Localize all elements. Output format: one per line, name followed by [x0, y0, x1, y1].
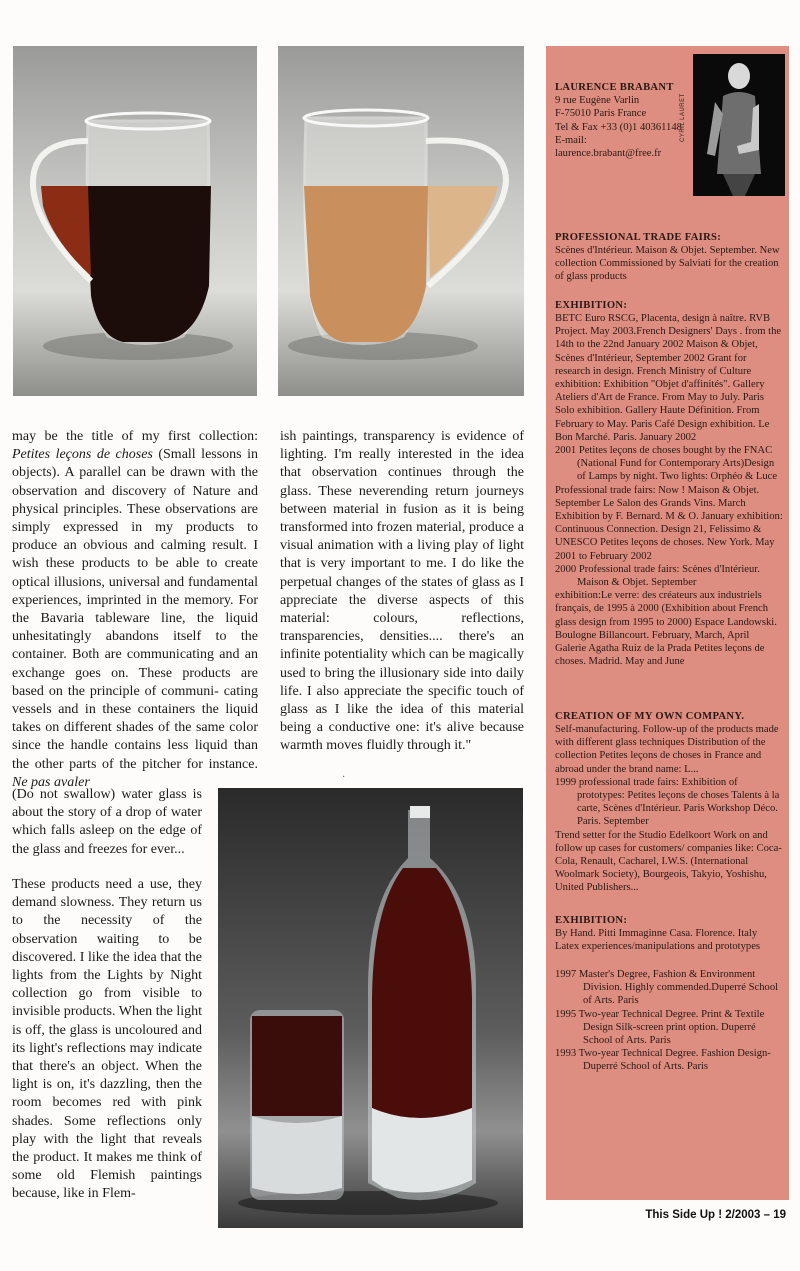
article-column-2	[280, 428, 524, 756]
education-item: 1995 Two-year Technical Degree. Print & Textile Design Silk-screen print option. Duperré School of Arts. Paris	[555, 1008, 765, 1047]
exhibition-item: exhibition:Le verre: des créateurs aux industriels français, de 1995 à 2000 (Exhibition about French glass design from 1995 to 2000) Espace Landowski. Boulogne Billancourt. February, March, April Galerie Agatha Ruiz de la Prada Petites leçons de choses. Madrid. May and June	[555, 590, 777, 668]
exhibition-text-2	[555, 927, 783, 953]
mug-amber-illustration	[278, 46, 524, 396]
company-item: 1999 professional trade fairs: Exhibition of prototypes: Petites leçons de choses Talents à la carte, Scènes d'Intérieur. Paris Workshop Déco. Paris. September	[555, 776, 780, 828]
exhibition-item: 2001 Petites leçons de choses bought by the FNAC (National Fund for Contemporary Arts)Design of Lamps by night. Two lights: Orphéo & Luce	[555, 445, 778, 483]
glass-bottle-illustration	[218, 788, 523, 1228]
article-text: ish paintings, transparency is evidence of lighting. I'm really interested in the idea that observation continues through the glass. These neverending return journeys between material in fusion as it is being transformed into frozen material, produce a visual animation with a living play of light that is very important to me. I do like the perpetual changes of the states of glass as I appreciate the diverse aspects of this material: colours, reflections, transparencies, densities.... there's an infinite potentiality which can be magically used to bring the illusionary side into daily life. I also appreciate the specific touch of glass as I like the idea of this material being a conductive one: it's alive because warmth moves fluidly through it."	[280, 429, 524, 754]
mug-dark-illustration	[13, 46, 257, 396]
portrait-illustration	[693, 54, 785, 196]
photo-mug-amber-liquid	[278, 46, 524, 396]
company-text	[555, 723, 783, 895]
designer-name: LAURENCE BRABANT	[555, 82, 674, 93]
company-item: Self-manufacturing. Follow-up of the products made with different glass techniques Distribution of the collection Petites leçons de choses in France and abroad under the brand name: L...	[555, 724, 779, 775]
product-name: Ne pas avaler	[12, 774, 90, 790]
contact-block	[555, 81, 687, 160]
article-column-1-narrow	[12, 786, 202, 859]
exhibition-item: Professional trade fairs: Now ! Maison & Objet. September Le Salon des Grands Vins. March Exhibition by F. Bernard. M & O. January exhibition: Continuous Connection. Design 21, Felissimo & UNESCO Petites leçons de choses. New York. May 2001 to February 2002	[555, 484, 783, 562]
article-text: These products need a use, they demand slowness. They return us to the necessity of the observation waiting to be discovered. I like the idea that the lights from the Lights by Night collection go from visible to invisible products. When the light is off, the glass is uncoloured and its light's reflections may indicate that there's an object. When the light is on, it's dazzling, then the room becomes red with pink shades. Some reflections only play with the light that reveals the product. It makes me think of some old Flemish paintings because, like in Flem-	[12, 877, 202, 1202]
designer-portrait	[693, 54, 785, 196]
article-text: may be the title of my first collection:	[12, 429, 258, 444]
exhibition-item: BETC Euro RSCG, Placenta, design à naître. RVB Project. May 2003.French Designers' Days . from the 14th to the 22nd January 2002 Maison & Objet, Scènes d'Intérieur, September 2002 Grant for research in design. French Ministry of Culture exhibition: Exhibition "Objet d'affinités". Gallery Ateliers d'Art de France. From May to July. Paris Solo exhibition. Gallery Haute Définition. From February to May. Paris Café Design exhibition. Le Bon Marché. Paris. January 2002	[555, 313, 782, 443]
education-item: 1993 Two-year Technical Degree. Fashion Design- Duperré School of Arts. Paris	[555, 1048, 771, 1073]
article-text: (Small lessons in objects). A parallel can be drawn with the observation and discovery of Nature and physical principles. These observations are simply expressed in my products to produce an obvious and calming result. I wish these products to be able to create optical illusions, universal and fundamental experiences, imprinted in the memory. For the Bavaria tableware line, the liquid unhesitatingly abandons itself to the container. Both are communicating and an exchange goes on. These products are based on the principle of communi- cating vessels and in these containers the liquid takes on different shades of the same color since the handle contains less liquid than the other parts of the pitcher for instance.	[12, 447, 259, 772]
page-footer: This Side Up ! 2/2003 – 19	[645, 1209, 786, 1221]
biography-sidebar	[546, 46, 789, 1200]
address-line: F-75010 Paris France	[555, 108, 647, 120]
article-column-1	[12, 428, 258, 792]
exhibition-heading: EXHIBITION:	[555, 300, 628, 311]
address-line: 9 rue Eugène Varlin	[555, 95, 640, 107]
company-heading: CREATION OF MY OWN COMPANY.	[555, 711, 745, 722]
photo-glass-and-bottle	[218, 788, 523, 1228]
separator-dot: ·	[342, 772, 346, 783]
exhibition-item: By Hand. Pitti Immaginne Casa. Florence. Italy Latex experiences/manipulations and prototypes	[555, 928, 761, 953]
trade-fairs-text	[555, 244, 783, 284]
article-column-1-continued	[12, 876, 202, 1204]
phone-line: Tel & Fax +33 (0)1 40361148	[555, 121, 682, 133]
article-text: (Do not swallow) water glass is about the story of a drop of water which falls asleep on the edge of the glass and freezes for ever...	[12, 787, 202, 857]
exhibition-heading-2: EXHIBITION:	[555, 915, 628, 926]
exhibition-item: 2000 Professional trade fairs: Scènes d'Intérieur. Maison & Objet. September	[555, 563, 760, 589]
exhibition-text	[555, 312, 783, 668]
education-item: 1997 Master's Degree, Fashion & Environment Division. Highly commended.Duperré School of Arts. Paris	[555, 969, 779, 1007]
company-item: Trend setter for the Studio Edelkoort Work on and follow up cases for customers/ companies like: Coca-Cola, Renault, Cacharel, I.W.S. (International Woolmark Society), Bourgeois, Takyio, Yoshishu, United Publishers...	[555, 829, 782, 894]
photo-credit: CYRIL LAURET	[680, 93, 686, 142]
education-list	[555, 968, 783, 1074]
trade-fairs-heading: PROFESSIONAL TRADE FAIRS:	[555, 232, 722, 243]
email-line: E-mail: laurence.brabant@free.fr	[555, 134, 662, 160]
trade-fairs-item: Scènes d'Intérieur. Maison & Objet. September. New collection Commissioned by Salviati for the creation of glass products	[555, 245, 780, 283]
collection-name: Petites leçons de choses	[12, 447, 153, 463]
photo-mug-dark-liquid	[13, 46, 257, 396]
